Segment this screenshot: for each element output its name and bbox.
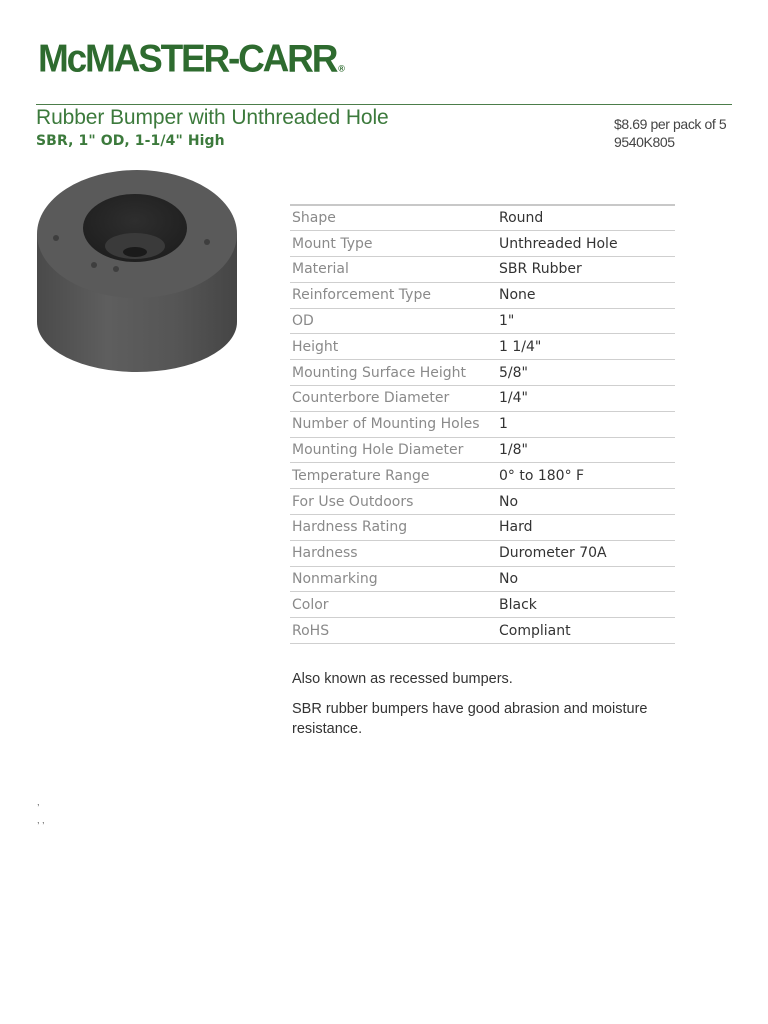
spec-label: Mounting Surface Height [290, 360, 497, 386]
spec-label: Shape [290, 205, 497, 231]
spec-label: Material [290, 257, 497, 283]
header-divider [36, 104, 732, 105]
spec-row [290, 592, 675, 618]
spec-value: 1 1/4" [497, 334, 675, 360]
spec-label: Height [290, 334, 497, 360]
spec-label: For Use Outdoors [290, 489, 497, 515]
spec-row [290, 257, 675, 283]
spec-table [290, 204, 675, 644]
spec-label: Nonmarking [290, 566, 497, 592]
spec-row [290, 463, 675, 489]
product-title: Rubber Bumper with Unthreaded Hole [36, 106, 389, 129]
spec-value: 0° to 180° F [497, 463, 675, 489]
spec-row [290, 386, 675, 412]
spec-row [290, 489, 675, 515]
spec-row [290, 282, 675, 308]
stray-mark: , , [37, 815, 45, 825]
spec-label: Counterbore Diameter [290, 386, 497, 412]
brand-logo[interactable] [38, 36, 345, 92]
spec-label: Hardness [290, 540, 497, 566]
product-price: $8.69 per pack of 5 [614, 116, 727, 132]
spec-row [290, 334, 675, 360]
spec-value: 1/8" [497, 437, 675, 463]
spec-value: Unthreaded Hole [497, 231, 675, 257]
spec-value: None [497, 282, 675, 308]
part-number[interactable]: 9540K805 [614, 134, 675, 150]
spec-row [290, 540, 675, 566]
spec-label: Mounting Hole Diameter [290, 437, 497, 463]
spec-row [290, 360, 675, 386]
spec-label: Color [290, 592, 497, 618]
spec-label: Mount Type [290, 231, 497, 257]
spec-row [290, 618, 675, 644]
spec-value: 1" [497, 308, 675, 334]
spec-row [290, 205, 675, 231]
brand-name: McMASTER-CARR [38, 37, 337, 81]
spec-value: Compliant [497, 618, 675, 644]
spec-row [290, 437, 675, 463]
registered-mark: ® [338, 63, 345, 74]
spec-value: No [497, 566, 675, 592]
spec-value: No [497, 489, 675, 515]
spec-value: Black [497, 592, 675, 618]
spec-label: Number of Mounting Holes [290, 411, 497, 437]
spec-value: Hard [497, 515, 675, 541]
product-subtitle: SBR, 1" OD, 1-1/4" High [36, 133, 225, 149]
spec-row [290, 411, 675, 437]
description-properties: SBR rubber bumpers have good abrasion and moisture resistance. [292, 701, 648, 737]
spec-value: SBR Rubber [497, 257, 675, 283]
spec-value: 1/4" [497, 386, 675, 412]
description-known-as: Also known as recessed bumpers. [292, 671, 513, 687]
spec-value: Durometer 70A [497, 540, 675, 566]
stray-mark: , [37, 797, 40, 807]
spec-label: Hardness Rating [290, 515, 497, 541]
spec-row [290, 566, 675, 592]
spec-value: Round [497, 205, 675, 231]
spec-row [290, 308, 675, 334]
spec-row [290, 515, 675, 541]
spec-label: Temperature Range [290, 463, 497, 489]
spec-value: 5/8" [497, 360, 675, 386]
spec-label: RoHS [290, 618, 497, 644]
spec-value: 1 [497, 411, 675, 437]
spec-label: OD [290, 308, 497, 334]
spec-label: Reinforcement Type [290, 282, 497, 308]
rubber-bumper-image [34, 166, 240, 376]
spec-row [290, 231, 675, 257]
